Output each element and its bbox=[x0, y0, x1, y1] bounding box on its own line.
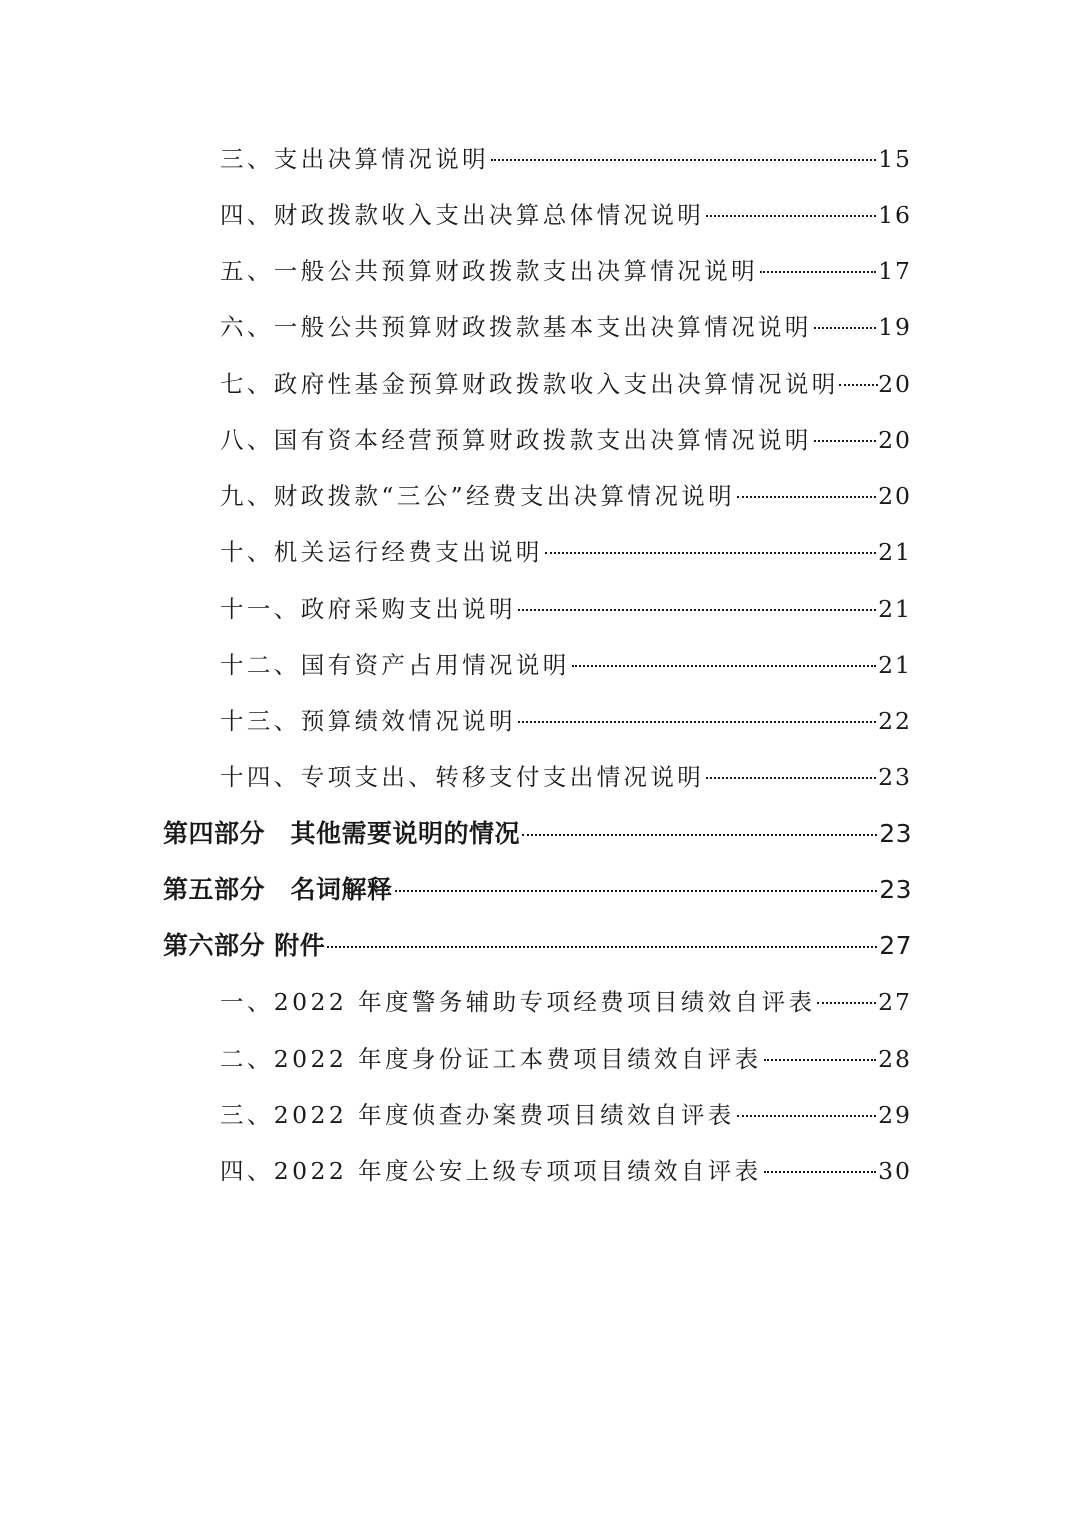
dot-leader bbox=[572, 665, 876, 667]
toc-entry-label: 十三、预算绩效情况说明 bbox=[220, 707, 516, 735]
toc-entry-page: 20 bbox=[878, 370, 912, 398]
toc-entry-page: 29 bbox=[878, 1101, 912, 1129]
toc-entry-label: 四、财政拨款收入支出决算总体情况说明 bbox=[220, 201, 705, 229]
dot-leader bbox=[327, 946, 877, 948]
toc-entry-label: 十二、国有资产占用情况说明 bbox=[220, 651, 570, 679]
toc-entry[interactable] bbox=[220, 243, 912, 299]
dot-leader bbox=[518, 721, 876, 723]
toc-entry[interactable] bbox=[220, 581, 912, 637]
toc-entry[interactable] bbox=[220, 412, 912, 468]
toc-entry-page: 16 bbox=[878, 201, 912, 229]
toc-entry-label: 五、一般公共预算财政拨款支出决算情况说明 bbox=[220, 257, 758, 285]
toc-entry-page: 19 bbox=[878, 313, 912, 341]
toc-entry[interactable] bbox=[220, 299, 912, 355]
dot-leader bbox=[706, 777, 876, 779]
toc-entry[interactable] bbox=[220, 1143, 912, 1199]
toc-entry-label: 三、2022 年度侦查办案费项目绩效自评表 bbox=[220, 1101, 735, 1129]
toc-entry-label: 十一、政府采购支出说明 bbox=[220, 595, 516, 623]
toc-entry-part[interactable] bbox=[163, 918, 912, 974]
dot-leader bbox=[817, 1002, 876, 1004]
toc-entry[interactable] bbox=[220, 637, 912, 693]
toc-entry-page: 30 bbox=[878, 1157, 912, 1185]
dot-leader bbox=[491, 159, 876, 161]
dot-leader bbox=[545, 552, 876, 554]
toc-entry-label: 一、2022 年度警务辅助专项经费项目绩效自评表 bbox=[220, 988, 816, 1016]
toc-entry-label: 第六部分 附件 bbox=[163, 931, 326, 960]
toc-entry-page: 28 bbox=[878, 1045, 912, 1073]
toc-entry[interactable] bbox=[220, 187, 912, 243]
toc-entry[interactable] bbox=[220, 1087, 912, 1143]
dot-leader bbox=[764, 1059, 877, 1061]
dot-leader bbox=[737, 496, 876, 498]
toc-entry-part[interactable] bbox=[163, 862, 912, 918]
dot-leader bbox=[706, 215, 876, 217]
toc-entry-page: 17 bbox=[878, 257, 912, 285]
toc-entry-page: 15 bbox=[878, 145, 912, 173]
dot-leader bbox=[737, 1115, 876, 1117]
toc-entry-label: 六、一般公共预算财政拨款基本支出决算情况说明 bbox=[220, 313, 812, 341]
toc-entry-page: 21 bbox=[878, 538, 912, 566]
toc-entry-label: 三、支出决算情况说明 bbox=[220, 145, 489, 173]
dot-leader bbox=[764, 1171, 877, 1173]
toc-entry-label: 十、机关运行经费支出说明 bbox=[220, 538, 543, 566]
toc-entry-page: 23 bbox=[878, 763, 912, 791]
toc-entry-label: 第四部分 其他需要说明的情况 bbox=[163, 819, 521, 848]
toc-entry-label: 九、财政拨款“三公”经费支出决算情况说明 bbox=[220, 482, 736, 510]
dot-leader bbox=[760, 271, 876, 273]
toc-entry-page: 23 bbox=[879, 819, 912, 848]
dot-leader bbox=[814, 440, 876, 442]
dot-leader bbox=[395, 890, 878, 892]
toc-entry[interactable] bbox=[220, 749, 912, 805]
toc-entry[interactable] bbox=[220, 1031, 912, 1087]
toc-entry-page: 20 bbox=[878, 426, 912, 454]
toc-entry[interactable] bbox=[220, 693, 912, 749]
toc-entry-page: 27 bbox=[879, 931, 912, 960]
toc-entry[interactable] bbox=[220, 131, 912, 187]
toc-entry-page: 21 bbox=[878, 651, 912, 679]
toc-entry-label: 八、国有资本经营预算财政拨款支出决算情况说明 bbox=[220, 426, 812, 454]
toc-entry-label: 七、政府性基金预算财政拨款收入支出决算情况说明 bbox=[220, 370, 839, 398]
toc-entry-label: 四、2022 年度公安上级专项项目绩效自评表 bbox=[220, 1157, 762, 1185]
dot-leader bbox=[839, 384, 878, 386]
toc-entry-page: 23 bbox=[879, 875, 912, 904]
toc-entry-part[interactable] bbox=[163, 806, 912, 862]
toc-entry[interactable] bbox=[220, 974, 912, 1030]
dot-leader bbox=[814, 327, 876, 329]
toc-entry[interactable] bbox=[220, 468, 912, 524]
toc-entry-page: 27 bbox=[878, 988, 912, 1016]
dot-leader bbox=[522, 834, 877, 836]
toc-entry-page: 20 bbox=[878, 482, 912, 510]
toc-entry-page: 22 bbox=[878, 707, 912, 735]
dot-leader bbox=[518, 609, 876, 611]
toc-entry-label: 十四、专项支出、转移支付支出情况说明 bbox=[220, 763, 705, 791]
toc-entry-label: 二、2022 年度身份证工本费项目绩效自评表 bbox=[220, 1045, 762, 1073]
toc-entry[interactable] bbox=[220, 524, 912, 580]
toc-entry-page: 21 bbox=[878, 595, 912, 623]
toc-entry[interactable] bbox=[220, 356, 912, 412]
toc-entry-label: 第五部分 名词解释 bbox=[163, 875, 393, 904]
